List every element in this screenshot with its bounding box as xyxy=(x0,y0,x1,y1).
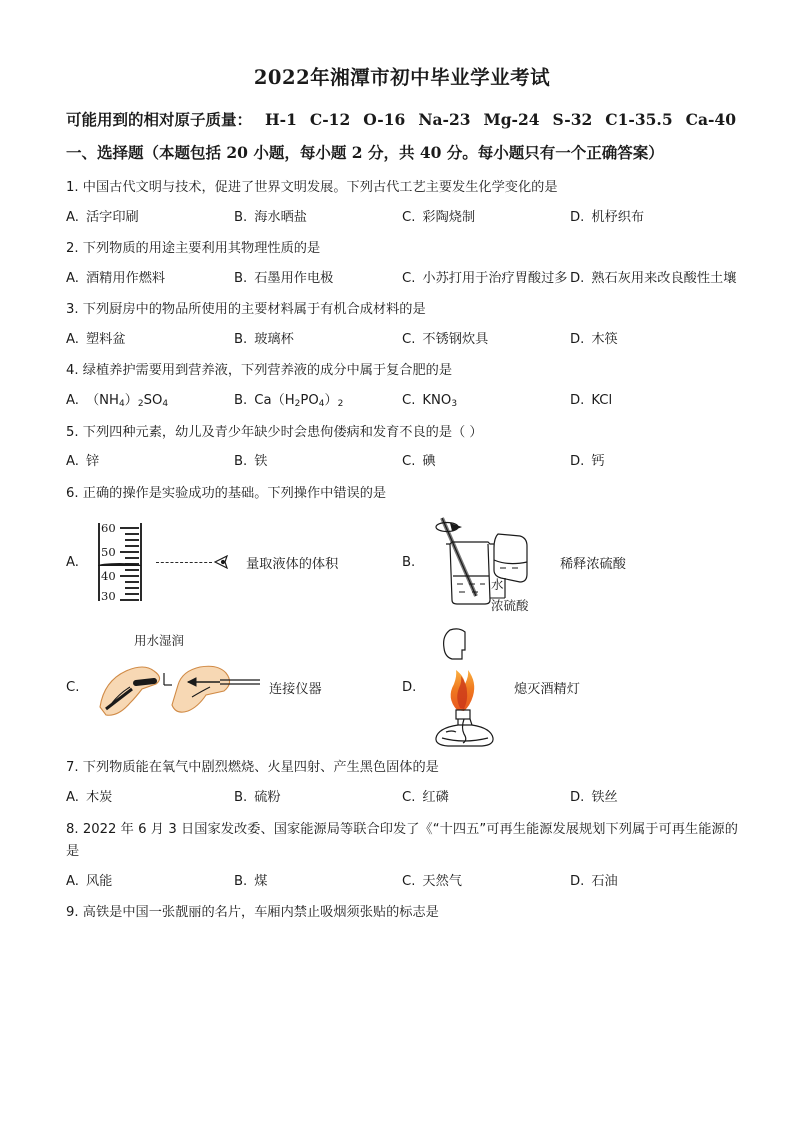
liquid-meniscus xyxy=(98,563,141,566)
question-block xyxy=(66,422,738,474)
cylinder-tick xyxy=(125,569,139,570)
option-label: D. xyxy=(570,393,585,409)
alcohol-lamp-figure xyxy=(428,626,502,748)
atomic-mass-item: C1-35.5 xyxy=(605,110,673,129)
cylinder-scale-number: 40 xyxy=(101,569,116,584)
option-a[interactable] xyxy=(66,871,234,893)
cylinder-scale-number: 30 xyxy=(101,589,116,604)
option-a[interactable] xyxy=(66,268,234,290)
cylinder-tick xyxy=(125,587,139,588)
option-text: 不锈钢炊具 xyxy=(422,331,489,347)
option-label: C. xyxy=(402,393,416,409)
question-stem: 2. 下列物质的用途主要利用其物理性质的是 xyxy=(66,241,321,257)
option-illustration xyxy=(92,521,234,604)
figure-option-c[interactable] xyxy=(66,626,402,748)
connect-apparatus-figure xyxy=(92,633,267,723)
option-text: 煤 xyxy=(254,873,268,889)
option-label: D. xyxy=(570,454,585,470)
atomic-mass-item: O-16 xyxy=(363,110,406,129)
option-label: A. xyxy=(66,331,79,347)
option-label: B. xyxy=(234,209,248,225)
option-b[interactable] xyxy=(234,207,402,229)
option-text: 铁 xyxy=(254,454,268,470)
question-block xyxy=(66,299,738,351)
question-block xyxy=(66,177,738,229)
question-block xyxy=(66,757,738,809)
figure-options xyxy=(66,512,738,748)
graduated-cylinder-icon xyxy=(92,521,152,604)
option-text: 玻璃杯 xyxy=(254,331,294,347)
option-label: A. xyxy=(66,873,79,889)
option-text: 机杼织布 xyxy=(591,209,645,225)
atomic-mass-item: Ca-40 xyxy=(685,110,736,129)
option-label: D. xyxy=(402,679,417,695)
option-b[interactable] xyxy=(234,451,402,473)
option-b[interactable] xyxy=(234,871,402,893)
option-text: 小苏打用于治疗胃酸过多 xyxy=(422,270,568,286)
option-c[interactable] xyxy=(402,451,570,473)
cylinder-tick xyxy=(125,545,139,546)
option-row xyxy=(66,871,738,893)
option-label: B. xyxy=(234,270,248,286)
option-a[interactable] xyxy=(66,207,234,229)
question-block xyxy=(66,238,738,290)
option-d[interactable] xyxy=(570,787,738,809)
option-text: 木炭 xyxy=(85,790,113,806)
page-title: 2022年湘潭市初中毕业学业考试 xyxy=(253,66,551,89)
option-text: 塑料盆 xyxy=(85,331,126,347)
cylinder-tick xyxy=(125,593,139,594)
question-block xyxy=(66,819,738,894)
option-c[interactable] xyxy=(402,787,570,809)
question-block xyxy=(66,483,738,749)
option-label: D. xyxy=(570,209,585,225)
option-text: 熟石灰用来改良酸性土壤 xyxy=(591,270,737,286)
option-text: 石墨用作电极 xyxy=(254,270,334,286)
option-caption: 稀释浓硫酸 xyxy=(560,556,626,572)
option-caption: 量取液体的体积 xyxy=(246,556,339,572)
question-stem: 7. 下列物质能在氧气中剧烈燃烧、火星四射、产生黑色固体的是 xyxy=(66,760,439,776)
label-moisten-with-water: 用水湿润 xyxy=(134,633,185,649)
option-d[interactable] xyxy=(570,451,738,473)
question-stem: 4. 绿植养护需要用到营养液，下列营养液的成分中属于复合肥的是 xyxy=(66,363,453,379)
question-stem: 8. 2022 年 6 月 3 日国家发改委、国家能源局等联合印发了《“十四五”可再生能源发展规划下列属于可再生能源的是 xyxy=(66,821,738,860)
option-b[interactable] xyxy=(234,787,402,809)
option-label: A. xyxy=(66,270,79,286)
option-text: $(NH_4)_2SO_4$ xyxy=(85,393,169,410)
cylinder-tick xyxy=(120,551,139,553)
question-stem: 5. 下列四种元素，幼儿及青少年缺少时会患佝偻病和发育不良的是（ ） xyxy=(66,424,483,440)
option-c[interactable] xyxy=(402,207,570,229)
option-c[interactable] xyxy=(402,268,570,290)
option-label: A. xyxy=(66,393,79,409)
cylinder-scale-number: 50 xyxy=(101,545,116,560)
option-text: 天然气 xyxy=(422,873,462,889)
option-text: 硫粉 xyxy=(254,790,281,806)
option-text: 碘 xyxy=(422,454,436,470)
option-label: B. xyxy=(234,790,248,806)
question-block xyxy=(66,902,738,925)
option-label: B. xyxy=(234,331,248,347)
option-label: B. xyxy=(402,554,416,570)
option-label: D. xyxy=(570,790,585,806)
figure-option-d[interactable] xyxy=(402,626,738,748)
option-text: $KNO_3$ xyxy=(422,393,458,410)
option-label: C. xyxy=(402,873,416,889)
option-illustration xyxy=(428,626,502,748)
atomic-mass-item: S-32 xyxy=(552,110,593,129)
option-text: 锌 xyxy=(85,454,100,470)
atomic-mass-label: 可能用到的相对原子质量： xyxy=(66,110,253,129)
option-label: C. xyxy=(402,454,416,470)
option-caption: 熄灭酒精灯 xyxy=(514,681,580,697)
sulfuric-acid-dilution-figure xyxy=(428,512,548,612)
option-b[interactable] xyxy=(234,268,402,290)
option-label: B. xyxy=(234,454,248,470)
cylinder-tick xyxy=(125,533,139,534)
cylinder-tick xyxy=(125,581,139,582)
question-block xyxy=(66,360,738,412)
option-text: 铁丝 xyxy=(591,790,618,806)
option-d[interactable] xyxy=(570,390,738,412)
sight-line xyxy=(156,562,212,563)
atomic-mass-item: Na-23 xyxy=(418,110,471,129)
option-text: 石油 xyxy=(591,873,618,889)
option-illustration xyxy=(92,633,267,723)
option-label: D. xyxy=(570,331,585,347)
option-caption: 连接仪器 xyxy=(269,681,322,697)
option-a[interactable] xyxy=(66,329,234,351)
option-label: A. xyxy=(66,454,79,470)
option-row xyxy=(66,207,738,229)
question-stem: 3. 下列厨房中的物品所使用的主要材料属于有机合成材料的是 xyxy=(66,302,426,318)
atomic-mass-line xyxy=(66,108,738,130)
option-label: C. xyxy=(66,679,80,695)
option-d[interactable] xyxy=(570,207,738,229)
option-text: $Ca(H_2PO_4)_2$ xyxy=(254,393,344,410)
option-d[interactable] xyxy=(570,268,738,290)
option-text: 风能 xyxy=(85,873,113,889)
figure-option-b[interactable] xyxy=(402,512,738,612)
option-row xyxy=(66,787,738,809)
option-label: C. xyxy=(402,331,416,347)
graduated-cylinder-figure xyxy=(92,521,234,604)
cylinder-scale-number: 60 xyxy=(101,521,116,536)
option-label: D. xyxy=(570,873,585,889)
option-c[interactable] xyxy=(402,329,570,351)
option-d[interactable] xyxy=(570,871,738,893)
option-row xyxy=(66,390,738,412)
eye-icon xyxy=(214,555,234,569)
option-text: 海水晒盐 xyxy=(254,209,307,225)
figure-option-a[interactable] xyxy=(66,512,402,612)
option-text: 酒精用作燃料 xyxy=(85,270,166,286)
question-list xyxy=(66,177,738,925)
option-text: 钙 xyxy=(591,454,605,470)
option-label: C. xyxy=(402,790,416,806)
label-water: 水 xyxy=(491,577,504,593)
option-label: A. xyxy=(66,790,79,806)
cylinder-tick xyxy=(125,539,139,540)
option-label: A. xyxy=(66,554,79,570)
atomic-mass-values xyxy=(252,110,736,129)
option-b[interactable] xyxy=(234,329,402,351)
option-label: A. xyxy=(66,209,79,225)
option-a[interactable] xyxy=(66,390,234,412)
question-stem: 1. 中国古代文明与技术，促进了世界文明发展。下列古代工艺主要发生化学变化的是 xyxy=(66,180,558,195)
atomic-mass-item: H-1 xyxy=(265,110,297,129)
option-text: 红磷 xyxy=(422,790,449,806)
option-row xyxy=(66,451,738,473)
option-label: B. xyxy=(234,393,248,409)
option-label: B. xyxy=(234,873,248,889)
option-b[interactable] xyxy=(234,390,402,412)
option-c[interactable] xyxy=(402,390,570,412)
atomic-mass-item: C-12 xyxy=(309,110,351,129)
option-row xyxy=(66,329,738,351)
cylinder-tick xyxy=(120,575,139,577)
option-text: 彩陶烧制 xyxy=(422,209,476,225)
option-a[interactable] xyxy=(66,451,234,473)
question-stem: 6. 正确的操作是实验成功的基础。下列操作中错误的是 xyxy=(66,485,387,501)
option-text: 活字印刷 xyxy=(85,209,139,225)
option-text: 木筷 xyxy=(591,331,618,347)
question-stem: 9. 高铁是中国一张靓丽的名片，车厢内禁止吸烟须张贴的标志是 xyxy=(66,905,439,921)
cylinder-tick xyxy=(120,527,139,529)
atomic-mass-item: Mg-24 xyxy=(483,110,540,129)
option-label: C. xyxy=(402,270,416,286)
option-text: KCl xyxy=(591,393,613,409)
cylinder-tick xyxy=(120,599,139,601)
section-heading: 一、选择题（本题包括 20 小题，每小题 2 分，共 40 分。每小题只有一个正确答案） xyxy=(66,143,664,162)
option-illustration xyxy=(428,512,548,612)
option-a[interactable] xyxy=(66,787,234,809)
cylinder-tick xyxy=(125,557,139,558)
option-label: D. xyxy=(570,270,585,286)
option-d[interactable] xyxy=(570,329,738,351)
option-label: C. xyxy=(402,209,416,225)
label-concentrated-acid: 浓硫酸 xyxy=(491,598,529,614)
option-row xyxy=(66,268,738,290)
option-c[interactable] xyxy=(402,871,570,893)
